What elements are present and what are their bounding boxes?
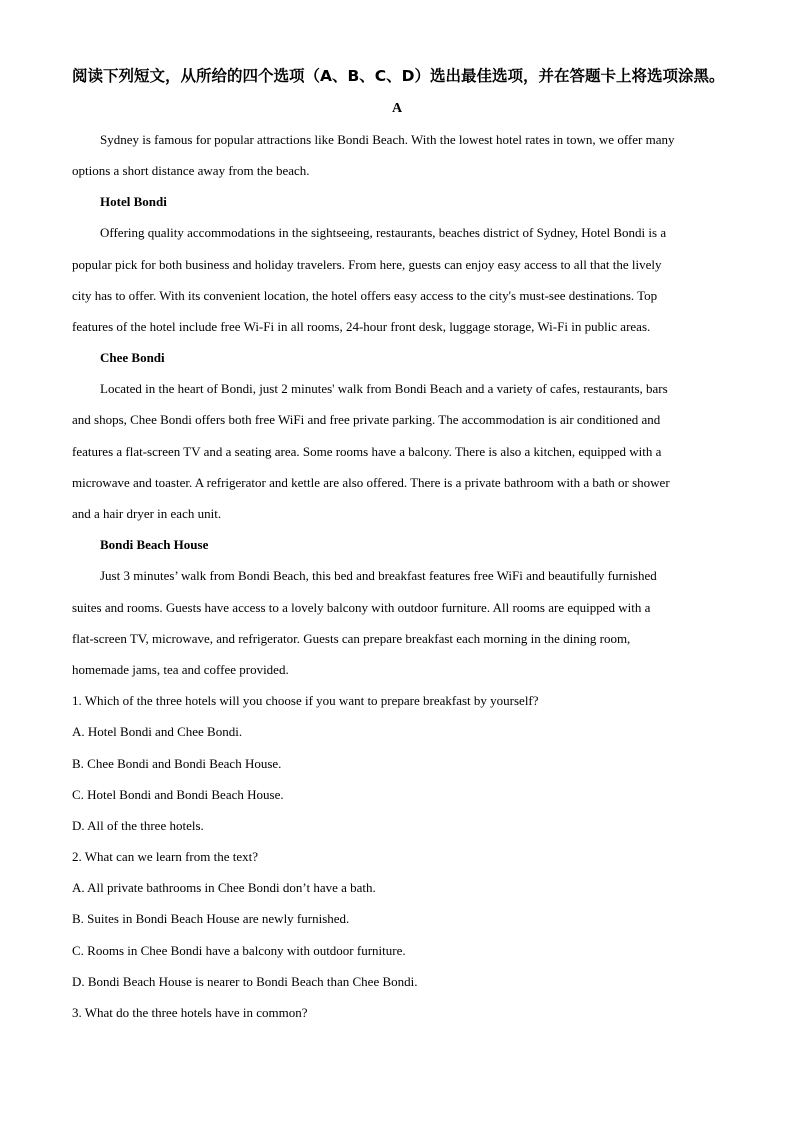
passage-line: options a short distance away from the beach.: [72, 162, 310, 178]
section-label: A: [391, 100, 403, 116]
passage-line: Just 3 minutes’ walk from Bondi Beach, this bed and breakfast features free WiFi and beautifully furnished: [100, 568, 657, 584]
question-stem: 1. Which of the three hotels will you choose if you want to prepare breakfast by yourself?: [72, 693, 539, 709]
question-stem: 2. What can we learn from the text?: [72, 849, 259, 865]
passage-line: features of the hotel include free Wi-Fi in all rooms, 24-hour front desk, luggage storage, Wi-Fi in public areas.: [72, 318, 651, 334]
instructions-heading: 阅读下列短文，从所给的四个选项（A、B、C、D）选出最佳选项，并在答题卡上将选项涂黑。: [72, 67, 725, 86]
answer-option: D. Bondi Beach House is nearer to Bondi Beach than Chee Bondi.: [72, 973, 418, 989]
answer-option: C. Rooms in Chee Bondi have a balcony with outdoor furniture.: [72, 942, 406, 958]
passage-line: Located in the heart of Bondi, just 2 minutes' walk from Bondi Beach and a variety of cafes, restaurants, bars: [100, 381, 668, 397]
passage-line: Offering quality accommodations in the sightseeing, restaurants, beaches district of Sydney, Hotel Bondi is a: [100, 225, 667, 241]
passage-line: flat-screen TV, microwave, and refrigerator. Guests can prepare breakfast each morning in the dining room,: [72, 630, 631, 646]
hotel-name-heading: Bondi Beach House: [100, 537, 209, 553]
passage-line: suites and rooms. Guests have access to a lovely balcony with outdoor furniture. All rooms are equipped with a: [72, 599, 651, 615]
passage-line: features a flat-screen TV and a seating area. Some rooms have a balcony. There is also a kitchen, equipped with a: [72, 443, 662, 459]
answer-option: D. All of the three hotels.: [72, 817, 204, 833]
hotel-name-heading: Hotel Bondi: [100, 194, 167, 210]
passage-line: homemade jams, tea and coffee provided.: [72, 661, 289, 677]
reading-section: [72, 61, 725, 1028]
answer-option: B. Chee Bondi and Bondi Beach House.: [72, 755, 282, 771]
passage-line: and a hair dryer in each unit.: [72, 506, 222, 522]
answer-option: C. Hotel Bondi and Bondi Beach House.: [72, 786, 284, 802]
passage-line: and shops, Chee Bondi offers both free WiFi and free private parking. The accommodation is air conditioned and: [72, 412, 661, 428]
answer-option: A. All private bathrooms in Chee Bondi don’t have a bath.: [72, 880, 376, 896]
answer-option: B. Suites in Bondi Beach House are newly furnished.: [72, 911, 350, 927]
passage-line: popular pick for both business and holiday travelers. From here, guests can enjoy easy access to all that the lively: [72, 256, 662, 272]
passage-line: Sydney is famous for popular attractions like Bondi Beach. With the lowest hotel rates in town, we offer many: [100, 131, 675, 147]
passage-line: microwave and toaster. A refrigerator and kettle are also offered. There is a private bathroom with a bath or shower: [72, 474, 670, 490]
passage-line: city has to offer. With its convenient location, the hotel offers easy access to the city's must-see destinations. Top: [72, 287, 658, 303]
answer-option: A. Hotel Bondi and Chee Bondi.: [72, 724, 243, 740]
question-stem: 3. What do the three hotels have in common?: [72, 1005, 308, 1021]
hotel-name-heading: Chee Bondi: [100, 350, 165, 366]
